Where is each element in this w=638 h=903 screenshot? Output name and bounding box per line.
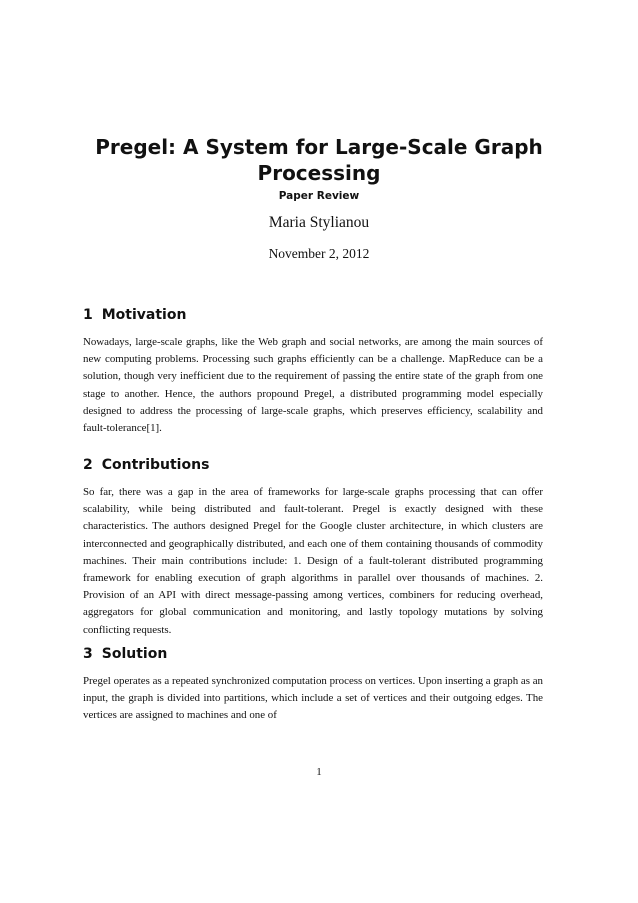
section-heading: [83, 645, 543, 663]
section-number: 1: [83, 307, 93, 323]
section-body: Nowadays, large-scale graphs, like the Web graph and social networks, are among the main sources of new computing problems. Processing such graphs efficiently can be a challenge. MapReduce can be a solution, though very inefficient due to the requirement of passing the entire state of the graph from one stage to another. Hence, the authors propound Pregel, a distributed programming model especially designed to address the processing of large-scale graphs, which preserves efficiency, scalability and fault-tolerance[1].: [83, 336, 543, 435]
section-motivation: [83, 306, 543, 437]
paper-title: Pregel: A System for Large-Scale Graph Processing: [95, 135, 543, 185]
section-heading: [83, 306, 543, 324]
section-title: Contributions: [101, 457, 210, 473]
page-number: 1: [316, 766, 322, 778]
section-heading: [83, 456, 543, 474]
section-number: 3: [83, 646, 93, 662]
section-title: Motivation: [101, 307, 187, 323]
section-title: Solution: [101, 646, 168, 662]
paper-author: Maria Stylianou: [268, 214, 370, 231]
section-number: 2: [83, 457, 93, 473]
section-contributions: [83, 456, 543, 639]
paper-subtitle: Paper Review: [278, 190, 360, 202]
section-solution: [83, 645, 543, 725]
section-body: So far, there was a gap in the area of frameworks for large-scale graphs processing that can offer scalability, while being distributed and fault-tolerant. Pregel is exactly designed with these characteristics. The authors designed Pregel for the Google cluster architecture, in which clusters are interconnected and geographically distributed, and each one of them containing thousands of commodity machines. Their main contributions include: 1. Design of a fault-tolerant distributed programming framework for enabling execution of graph algorithms in parallel over thousands of machines. 2. Provision of an API with direct message-passing among vertices, combiners for reducing overhead, aggregators for global communication and monitoring, and lastly topology mutations by solving conflicting requests.: [83, 486, 543, 636]
section-body: Pregel operates as a repeated synchronized computation process on vertices. Upon inserting a graph as an input, the graph is divided into partitions, which include a set of vertices and their outgoing edges. The vertices are assigned to machines and one of: [83, 675, 543, 722]
paper-date: November 2, 2012: [268, 246, 370, 261]
